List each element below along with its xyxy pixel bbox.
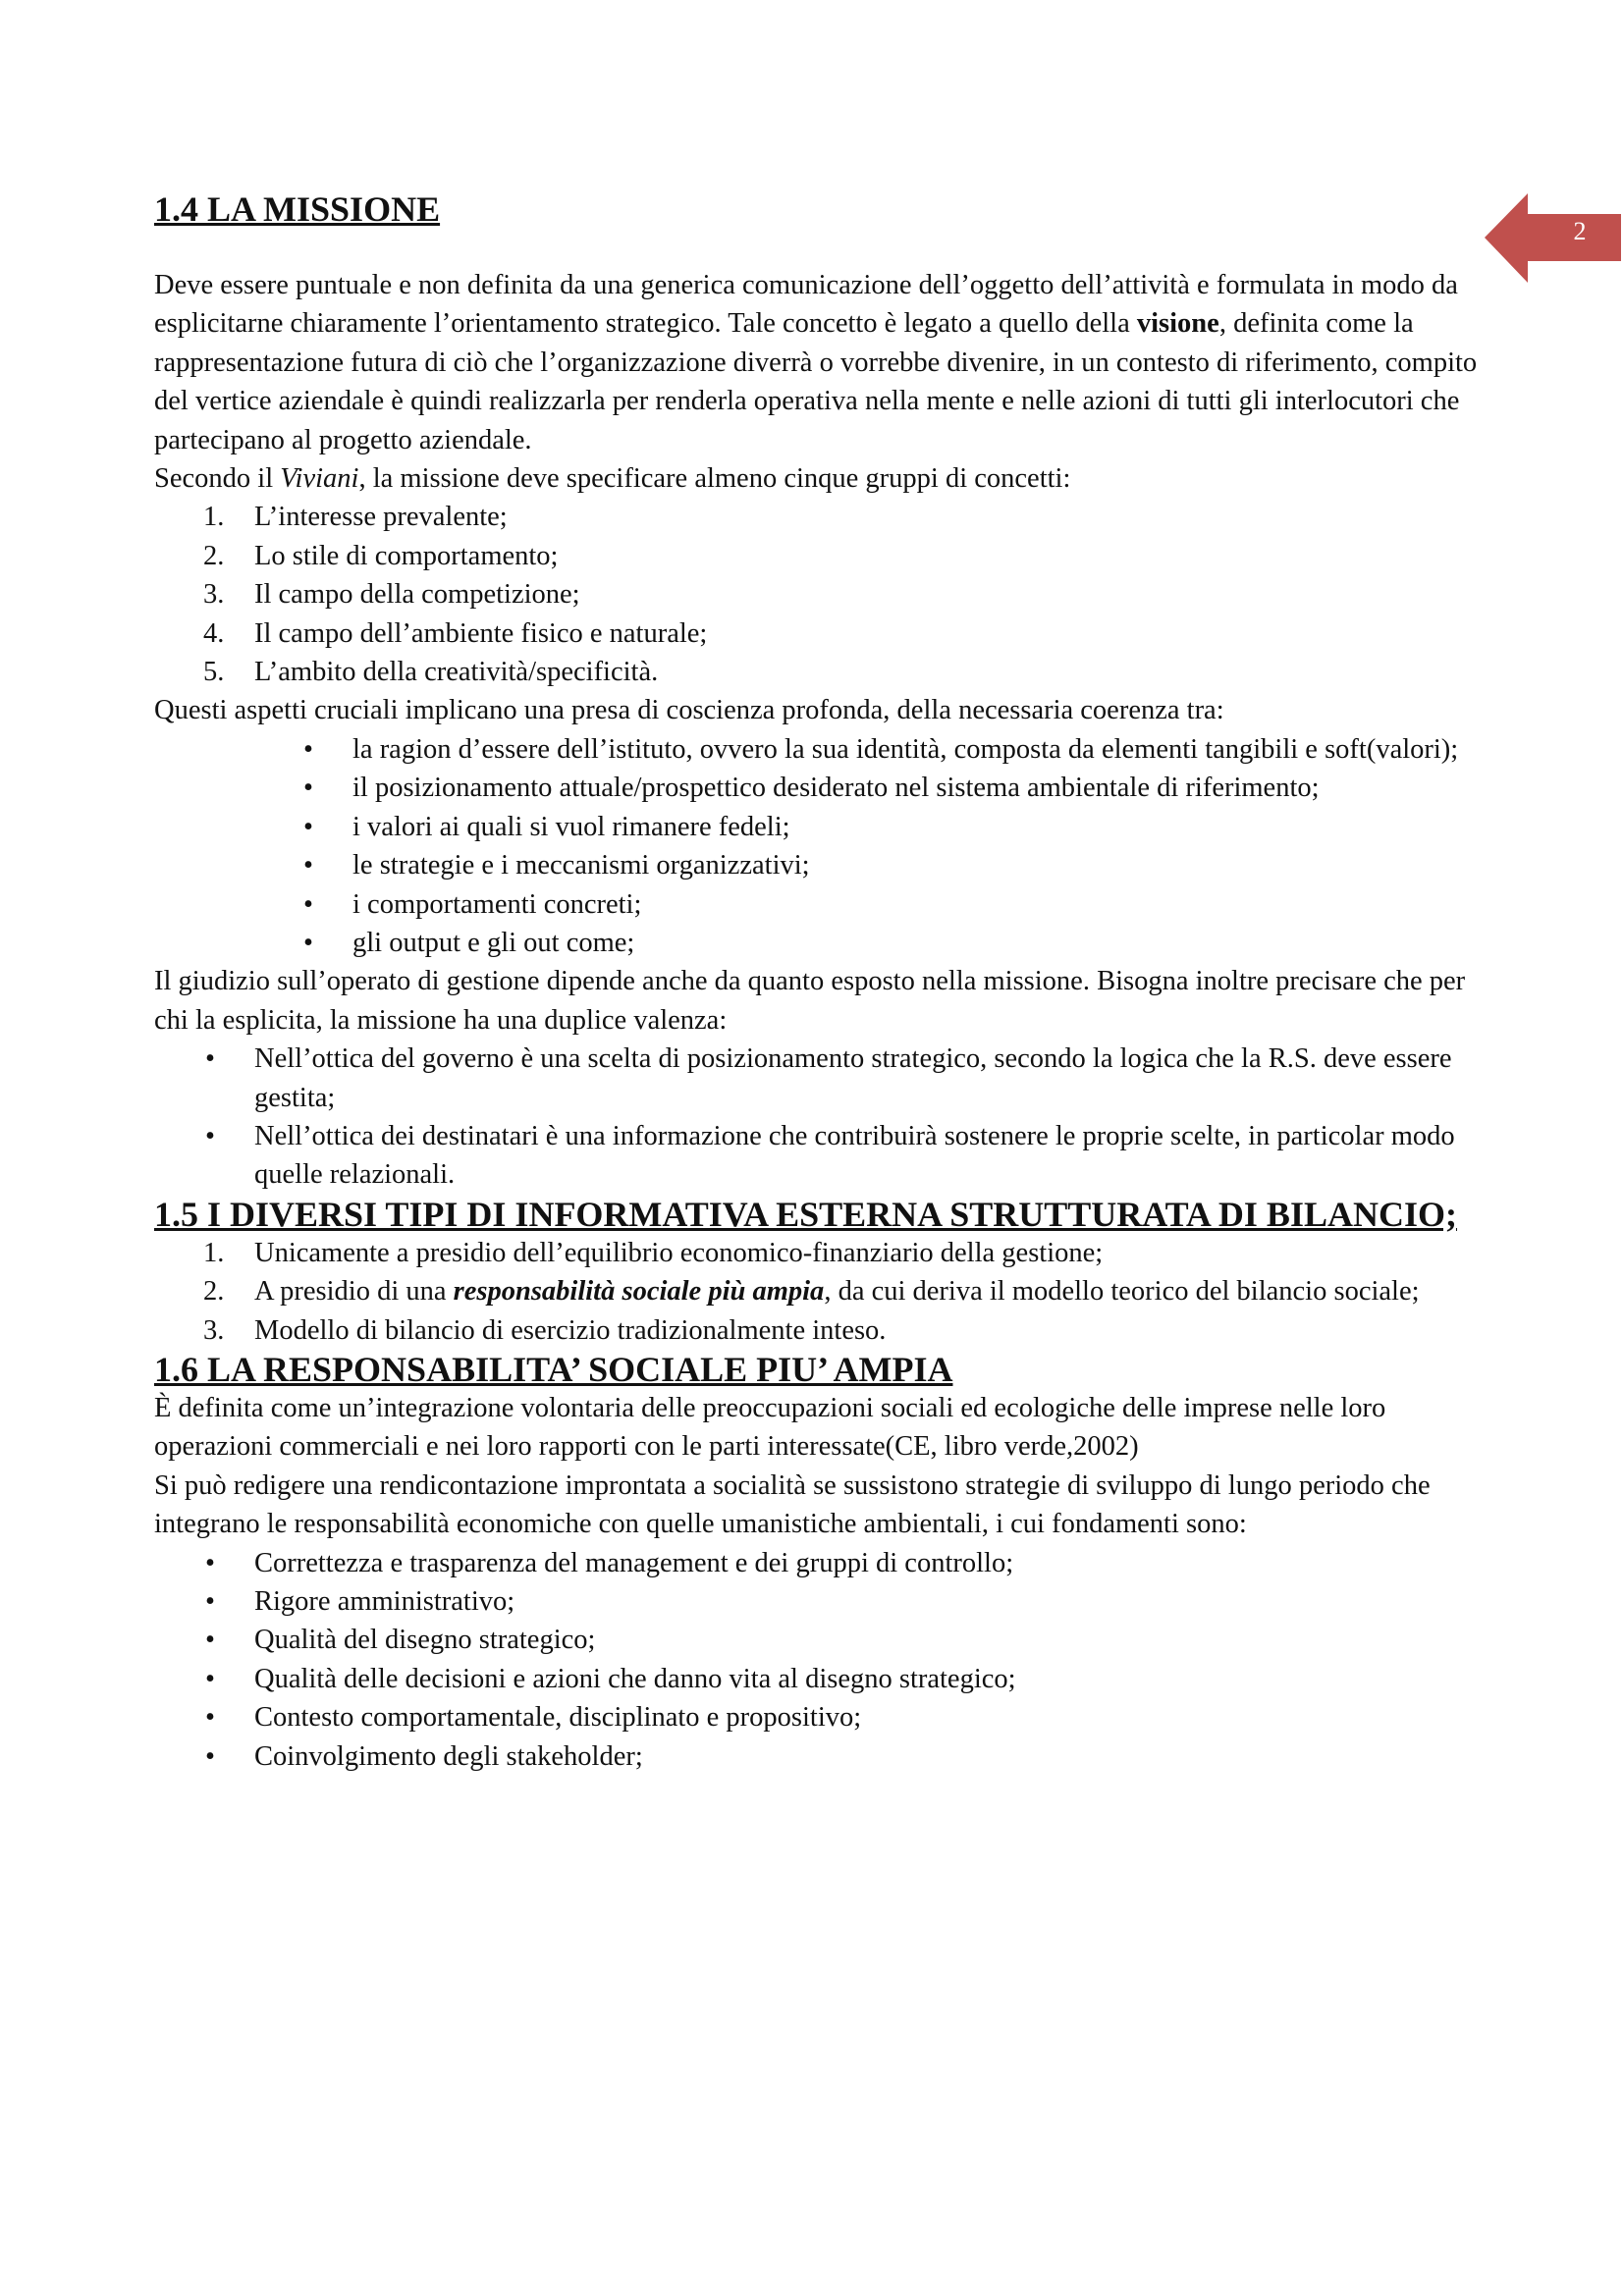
numbered-list [154,1234,1480,1350]
bullet-icon: • [205,1547,215,1578]
bullet-icon: • [303,733,313,765]
paragraph: Il giudizio sull’operato di gestione dipende anche da quanto esposto nella missione. Bisogna inoltre precisare che per chi la esplicita, la missione ha una duplice valenza: [154,966,1466,1036]
bullet-icon: • [205,1120,215,1151]
list-item [154,1544,1480,1582]
list-item [154,575,1480,614]
list-item [154,1117,1480,1195]
list-item [154,924,1480,962]
list-item [154,769,1480,807]
item-text: Nell’ottica dei destinatari è una informazione che contribuirà sostenere le proprie scelte, in particolar modo quelle relazionali. [254,1120,1455,1191]
list-item [154,885,1480,924]
item-text: le strategie e i meccanismi organizzativi; [352,850,810,881]
list-item [154,498,1480,536]
list-item [154,1040,1480,1117]
item-text: Unicamente a presidio dell’equilibrio economico-finanziario della gestione; [254,1237,1104,1268]
item-text: il posizionamento attuale/prospettico desiderato nel sistema ambientale di riferimento; [352,773,1320,804]
text-run: , da cui deriva il modello teorico del bilancio sociale; [824,1276,1420,1308]
text-run: , definita come la rappresentazione futura di ciò che l’organizzazione diverrà o vorrebbe divenire, in un contesto di riferimento, compito del vertice aziendale è quindi realizzarla per renderla operativa nella mente e nelle azioni di tutti gli interlocutori che partecipano al progetto aziendale. [154,308,1478,455]
item-text: Qualità delle decisioni e azioni che danno vita al disegno strategico; [254,1663,1016,1694]
bullet-list [154,1544,1480,1776]
bullet-icon: • [205,1702,215,1734]
list-item [154,1234,1480,1272]
item-text: i comportamenti concreti; [352,888,642,920]
item-text: Il campo dell’ambiente fisico e naturale; [254,617,708,649]
paragraph [154,459,1480,498]
text-run: Secondo il [154,463,281,495]
numbered-list [154,498,1480,691]
item-text: Rigore amministrativo; [254,1586,515,1617]
item-number: 2. [203,540,225,571]
bullet-icon: • [205,1625,215,1656]
list-item [154,1621,1480,1659]
list-item [154,1311,1480,1350]
item-number: 1. [203,1237,225,1268]
item-text: Qualità del disegno strategico; [254,1625,596,1656]
document-page [154,189,1480,1776]
list-item [154,1582,1480,1621]
item-text: Lo stile di comportamento; [254,540,559,571]
item-text: Contesto comportamentale, disciplinato e propositivo; [254,1702,862,1734]
text-run: A presidio di una [254,1276,454,1308]
paragraph: Questi aspetti cruciali implicano una presa di coscienza profonda, della necessaria coerenza tra: [154,695,1224,726]
bullet-list [154,1040,1480,1195]
section-title-1-6: 1.6 LA RESPONSABILITA’ SOCIALE PIU’ AMPIA [154,1349,953,1389]
item-text: Modello di bilancio di esercizio tradizionalmente inteso. [254,1314,887,1346]
paragraph: Si può redigere una rendicontazione improntata a socialità se sussistono strategie di sviluppo di lungo periodo che integrano le responsabilità economiche con quelle umanistiche ambientali, i cui fondamenti sono: [154,1469,1431,1540]
bullet-icon: • [303,850,313,881]
bullet-icon: • [205,1586,215,1617]
bullet-icon: • [205,1740,215,1772]
list-item [154,1272,1480,1310]
item-number: 1. [203,502,225,533]
item-text: Correttezza e trasparenza del management e dei gruppi di controllo; [254,1547,1014,1578]
bullet-icon: • [303,927,313,958]
bullet-icon: • [205,1663,215,1694]
item-text: gli output e gli out come; [352,927,635,958]
list-item [154,653,1480,691]
item-number: 3. [203,579,225,611]
item-number: 3. [203,1314,225,1346]
item-number: 2. [203,1276,225,1308]
bullet-list [154,730,1480,962]
list-item [154,808,1480,846]
item-text: Nell’ottica del governo è una scelta di posizionamento strategico, secondo la logica che la R.S. deve essere gestita; [254,1043,1452,1113]
list-item [154,1698,1480,1736]
text-run: Deve essere puntuale e non definita da una generica comunicazione dell’oggetto dell’attività e formulata in modo da esplicitarne chiaramente l’orientamento strategico. Tale concetto è legato a quello della [154,270,1458,340]
list-item [154,1737,1480,1776]
bold-term: visione [1136,308,1219,340]
list-item [154,1660,1480,1698]
item-text: Coinvolgimento degli stakeholder; [254,1740,643,1772]
bullet-icon: • [303,811,313,842]
paragraph [154,266,1480,459]
italic-term: Viviani [280,463,359,495]
item-text: la ragion d’essere dell’istituto, ovvero la sua identità, composta da elementi tangibili e soft(valori); [352,733,1459,765]
item-text: L’interesse prevalente; [254,502,508,533]
paragraph: È definita come un’integrazione volontaria delle preoccupazioni sociali ed ecologiche delle imprese nelle loro operazioni commerciali e nei loro rapporti con le parti interessate(CE, libro verde,2002) [154,1392,1386,1463]
list-item [154,614,1480,653]
bullet-icon: • [303,773,313,804]
item-text: L’ambito della creatività/specificità. [254,657,659,688]
text-run: , la missione deve specificare almeno cinque gruppi di concetti: [358,463,1071,495]
section-title-1-5: 1.5 I DIVERSI TIPI DI INFORMATIVA ESTERNA STRUTTURATA DI BILANCIO; [154,1194,1457,1234]
list-item [154,730,1480,769]
item-number: 4. [203,617,225,649]
item-text: Il campo della competizione; [254,579,580,611]
page-number-tab [1485,193,1621,283]
item-number: 5. [203,657,225,688]
bold-italic-term: responsabilità sociale più ampia [453,1276,825,1308]
item-text: i valori ai quali si vuol rimanere fedeli; [352,811,790,842]
bullet-icon: • [303,888,313,920]
list-item [154,846,1480,884]
list-item [154,537,1480,575]
bullet-icon: • [205,1043,215,1075]
section-title-1-4: 1.4 LA MISSIONE [154,189,441,229]
page-number: 2 [1573,217,1587,245]
